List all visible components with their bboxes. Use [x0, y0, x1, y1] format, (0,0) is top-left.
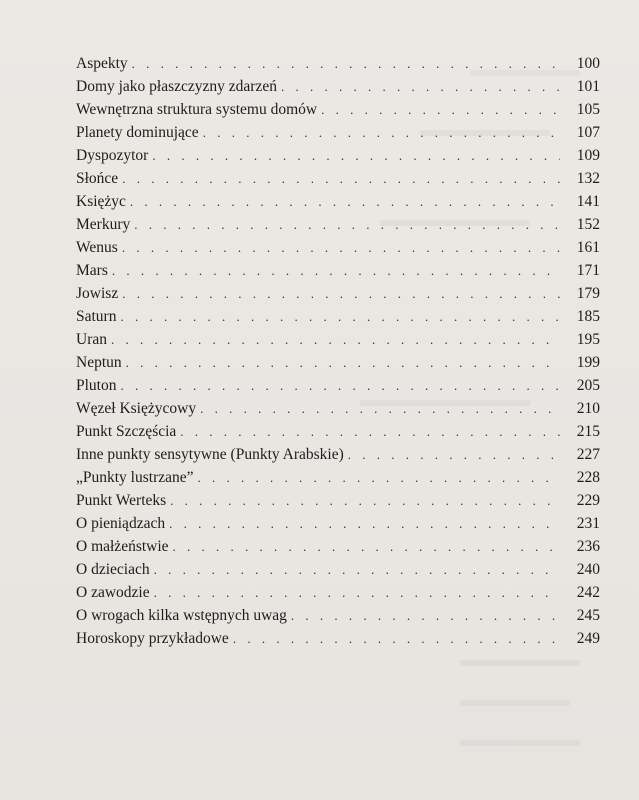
toc-entry-title: Punkt Szczęścia	[76, 423, 177, 440]
dot-leader	[203, 121, 560, 144]
dot-leader	[122, 167, 560, 190]
dot-leader	[126, 351, 560, 374]
toc-entry-page: 245	[576, 607, 600, 624]
toc-entry	[76, 512, 600, 535]
toc-entry-page: 152	[576, 216, 600, 233]
toc-entry	[76, 581, 600, 604]
dot-leader	[130, 190, 560, 213]
toc-entry-title: O zawodzie	[76, 584, 150, 601]
toc-entry-page: 231	[576, 515, 600, 532]
toc-entry-title: Dyspozytor	[76, 147, 149, 164]
toc-entry-title: Wewnętrzna struktura systemu domów	[76, 101, 318, 118]
toc-entry	[76, 259, 600, 282]
toc-entry-title: Planety dominujące	[76, 124, 199, 141]
toc-entry-page: 161	[576, 239, 600, 256]
toc-entry	[76, 213, 600, 236]
toc-entry-title: Księżyc	[76, 193, 126, 210]
dot-leader	[111, 328, 560, 351]
dot-leader	[233, 627, 560, 650]
dot-leader	[169, 512, 560, 535]
toc-entry-title: Pluton	[76, 377, 117, 394]
toc-entry-title: Punkt Werteks	[76, 492, 167, 509]
toc-entry-title: Mars	[76, 262, 108, 279]
toc-entry-page: 210	[576, 400, 600, 417]
toc-entry	[76, 305, 600, 328]
toc-entry	[76, 121, 600, 144]
dot-leader	[154, 581, 560, 604]
toc-entry-title: Wenus	[76, 239, 118, 256]
toc-entry	[76, 420, 600, 443]
toc-entry	[76, 351, 600, 374]
toc-entry-title: Aspekty	[76, 55, 128, 72]
toc-entry	[76, 328, 600, 351]
toc-entry-page: 228	[576, 469, 600, 486]
dot-leader	[198, 466, 560, 489]
dot-leader	[122, 282, 560, 305]
dot-leader	[120, 305, 560, 328]
dot-leader	[291, 604, 560, 627]
toc-entry	[76, 558, 600, 581]
dot-leader	[200, 397, 560, 420]
toc-entry-page: 105	[576, 101, 600, 118]
toc-entry-page: 141	[576, 193, 600, 210]
toc-entry-page: 132	[576, 170, 600, 187]
toc-entry-page: 215	[576, 423, 600, 440]
toc-entry-title: Uran	[76, 331, 107, 348]
toc-entry-page: 107	[576, 124, 600, 141]
toc-entry	[76, 397, 600, 420]
toc-entry-title: Jowisz	[76, 285, 119, 302]
toc-entry-title: Węzeł Księżycowy	[76, 400, 197, 417]
toc-entry-page: 171	[576, 262, 600, 279]
toc-entry	[76, 282, 600, 305]
toc-entry-title: Merkury	[76, 216, 131, 233]
toc-entry-page: 185	[576, 308, 600, 325]
dot-leader	[170, 489, 560, 512]
bleed-through-mark	[460, 660, 580, 666]
toc-entry-title: O małżeństwie	[76, 538, 169, 555]
dot-leader	[122, 236, 560, 259]
toc-entry	[76, 374, 600, 397]
toc-entry	[76, 535, 600, 558]
toc-entry-page: 109	[576, 147, 600, 164]
toc-entry	[76, 75, 600, 98]
toc-entry-title: O wrogach kilka wstępnych uwag	[76, 607, 287, 624]
toc-entry-title: Domy jako płaszczyzny zdarzeń	[76, 78, 277, 95]
bleed-through-mark	[460, 700, 570, 706]
toc-entry-page: 101	[576, 78, 600, 95]
toc-entry	[76, 236, 600, 259]
toc-entry	[76, 466, 600, 489]
dot-leader	[112, 259, 560, 282]
bleed-through-mark	[460, 740, 580, 746]
table-of-contents	[76, 52, 600, 650]
dot-leader	[173, 535, 560, 558]
toc-entry-page: 227	[576, 446, 600, 463]
toc-entry	[76, 167, 600, 190]
toc-entry	[76, 98, 600, 121]
toc-entry	[76, 144, 600, 167]
dot-leader	[180, 420, 560, 443]
toc-entry-page: 195	[576, 331, 600, 348]
dot-leader	[321, 98, 560, 121]
toc-entry-page: 242	[576, 584, 600, 601]
dot-leader	[154, 558, 560, 581]
toc-entry	[76, 443, 600, 466]
toc-entry-page: 199	[576, 354, 600, 371]
toc-entry-title: O pieniądzach	[76, 515, 166, 532]
toc-entry-page: 240	[576, 561, 600, 578]
toc-entry-title: Inne punkty sensytywne (Punkty Arabskie)	[76, 446, 344, 463]
dot-leader	[132, 52, 560, 75]
dot-leader	[134, 213, 560, 236]
toc-entry-title: Neptun	[76, 354, 122, 371]
toc-entry-title: Słońce	[76, 170, 119, 187]
toc-entry	[76, 52, 600, 75]
toc-entry-page: 236	[576, 538, 600, 555]
toc-entry	[76, 604, 600, 627]
toc-entry-title: O dzieciach	[76, 561, 150, 578]
dot-leader	[120, 374, 560, 397]
toc-entry	[76, 627, 600, 650]
toc-entry-page: 205	[576, 377, 600, 394]
toc-entry-page: 249	[576, 630, 600, 647]
toc-entry-page: 179	[576, 285, 600, 302]
toc-entry	[76, 489, 600, 512]
toc-entry-page: 229	[576, 492, 600, 509]
toc-entry-title: Saturn	[76, 308, 117, 325]
dot-leader	[348, 443, 560, 466]
toc-entry-title: Horoskopy przykładowe	[76, 630, 229, 647]
dot-leader	[281, 75, 560, 98]
toc-entry-title: „Punkty lustrzane”	[76, 469, 194, 486]
toc-entry	[76, 190, 600, 213]
dot-leader	[152, 144, 560, 167]
toc-entry-page: 100	[576, 55, 600, 72]
